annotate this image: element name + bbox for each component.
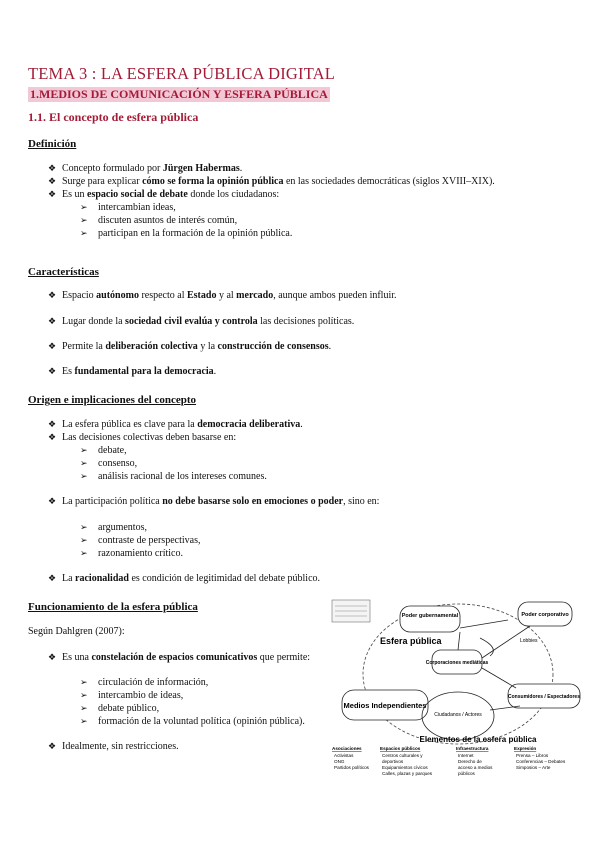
funcionamiento-heading: Funcionamiento de la esfera pública [28, 601, 198, 613]
col-item: Centros culturales y [382, 753, 423, 758]
bullet: ❖ Es fundamental para la democracia. [48, 366, 217, 377]
poder-box [400, 606, 460, 632]
sub-bullet: ➢ circulación de información, [80, 677, 209, 688]
bullet: ❖ La participación política no debe basarse solo en emociones o poder, sino en: [48, 496, 380, 507]
esfera-label: Esfera pública [380, 636, 442, 646]
ciudadanos-label: Ciudadanos / Actores [434, 712, 482, 718]
bullet: ❖ Es una constelación de espacios comunicativos que permite: [48, 652, 311, 663]
sub-bullet: ➢ intercambio de ideas, [80, 690, 184, 701]
col-item: Conferencias – Debates [516, 759, 566, 764]
bullet: ❖ La esfera pública es clave para la democracia deliberativa. [48, 419, 303, 430]
col-item: Partidos políticos [334, 765, 369, 770]
source-text: Según Dahlgren (2007): [28, 626, 125, 637]
bullet: ❖ Lugar donde la sociedad civil evalúa y controla las decisiones políticas. [48, 316, 355, 327]
subsection-heading: 1.1. El concepto de esfera pública [28, 110, 199, 124]
corporaciones-label: Corporaciones mediáticas [425, 660, 489, 666]
col-item: ONG [334, 759, 345, 764]
sub-bullet: ➢ discuten asuntos de interés común, [80, 215, 238, 226]
bullet: ❖ Las decisiones colectivas deben basarse en: [48, 432, 237, 443]
col-item: Calles, plazas y parques [382, 771, 433, 776]
col-item: Prensa – Libros [516, 753, 549, 758]
col-heading: Asociaciones [332, 746, 362, 751]
diagram-columns [332, 746, 566, 776]
poder-label: Poder gubernamental [401, 613, 459, 619]
col-item: Simposios – Arte [516, 765, 551, 770]
bullet: ❖ Idealmente, sin restricciones. [48, 741, 179, 752]
sub-bullet: ➢ debate público, [80, 703, 160, 714]
col-item: Equipamientos cívicos [382, 765, 428, 770]
sub-bullet: ➢ razonamiento crítico. [80, 548, 183, 559]
sub-bullet: ➢ contraste de perspectivas, [80, 535, 201, 546]
col-item: acceso a medios [458, 765, 493, 770]
esfera-publica-diagram [330, 598, 592, 788]
bullet: ❖ La racionalidad es condición de legitimidad del debate público. [48, 573, 321, 584]
col-item: públicos [458, 771, 475, 776]
sub-bullet: ➢ argumentos, [80, 522, 147, 533]
bullet: ❖ Espacio autónomo respecto al Estado y al mercado, aunque ambos pueden influir. [48, 290, 397, 301]
sub-bullet: ➢ consenso, [80, 458, 138, 469]
medios-label: Medios Independientes [343, 701, 427, 710]
bullet: ❖ Permite la deliberación colectiva y la construcción de consensos. [48, 341, 332, 352]
origen-heading: Origen e implicaciones del concepto [28, 394, 197, 406]
sub-bullet: ➢ formación de la voluntad política (opinión pública). [80, 716, 305, 727]
bullet: ❖ Concepto formulado por Jürgen Habermas. [48, 163, 243, 174]
col-heading: Expresión [514, 746, 537, 751]
definicion-heading: Definición [28, 138, 77, 150]
diagram-caption: Elementos de la esfera pública [419, 735, 537, 744]
consumidores-label: Consumidores / Espectadores [508, 694, 580, 700]
sub-bullet: ➢ intercambian ideas, [80, 202, 176, 213]
bullet: ❖ Surge para explicar cómo se forma la opinión pública en las sociedades democráticas (siglos XVIII–XIX). [48, 176, 495, 187]
sub-bullet: ➢ participan en la formación de la opinión pública. [80, 228, 293, 239]
col-item: Derecho de [458, 759, 482, 764]
sub-bullet: ➢ debate, [80, 445, 127, 456]
col-item: Internet [458, 753, 474, 758]
col-heading: Infraestructura [456, 746, 489, 751]
sub-bullet: ➢ análisis racional de los intereses comunes. [80, 471, 267, 482]
poder-corp-label: Poder corporativo [521, 612, 569, 618]
page-title: TEMA 3 : LA ESFERA PÚBLICA DIGITAL [28, 64, 336, 83]
col-heading: Espacios públicos [380, 746, 421, 751]
bullet: ❖ Es un espacio social de debate donde los ciudadanos: [48, 189, 280, 200]
col-item: Activistas [334, 753, 354, 758]
col-item: deportivos [382, 759, 404, 764]
section-heading: 1.MEDIOS DE COMUNICACIÓN Y ESFERA PÚBLICA [30, 87, 328, 101]
lobbies-label: Lobbies [520, 638, 538, 644]
caracteristicas-heading: Características [28, 266, 99, 278]
